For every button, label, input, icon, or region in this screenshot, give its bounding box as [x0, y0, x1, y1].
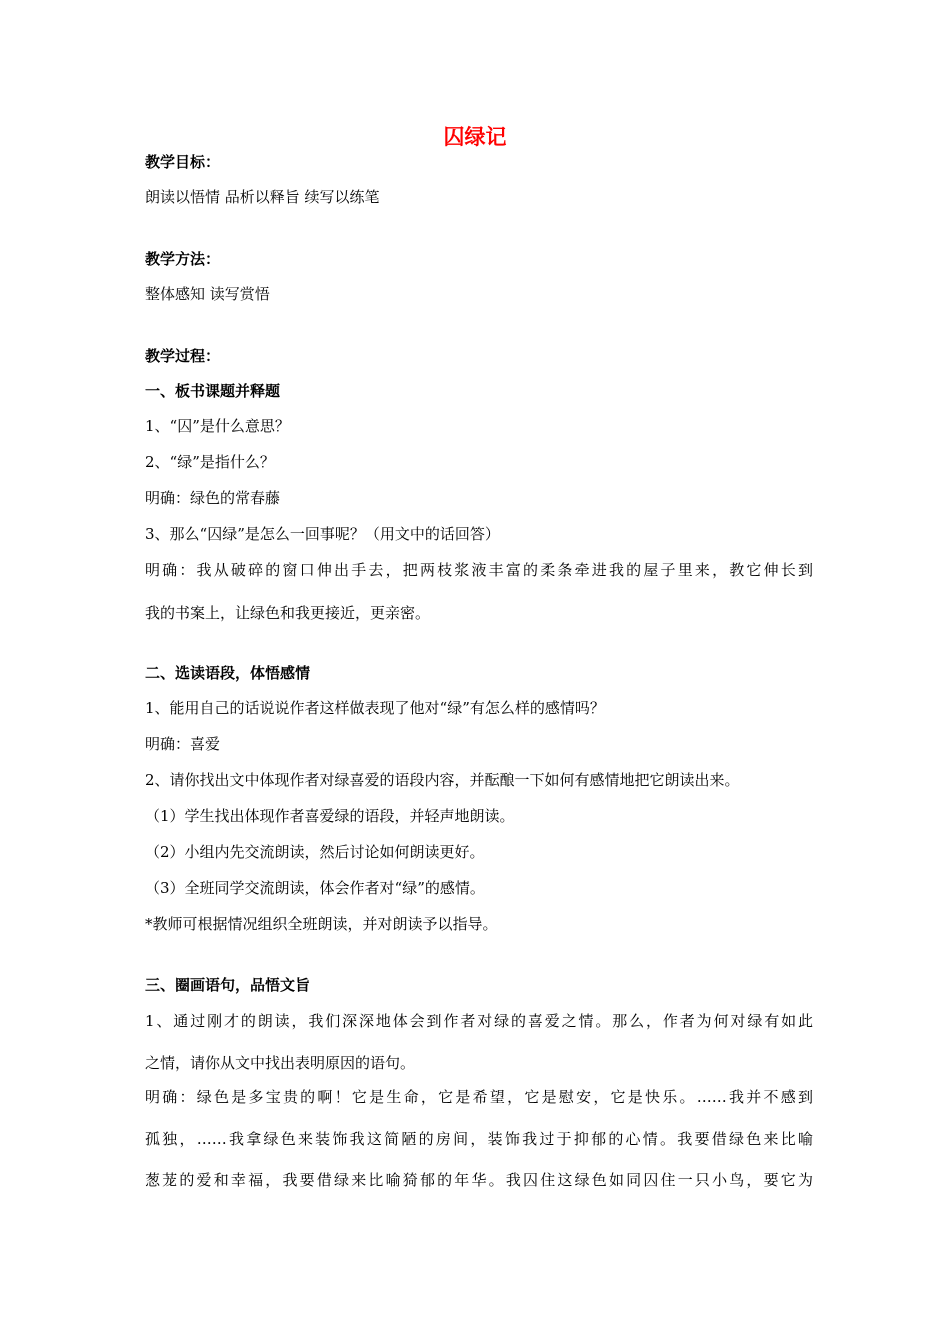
section2-line: （2）小组内先交流朗读，然后讨论如何朗读更好。	[145, 843, 485, 861]
section2-line: 1、能用自己的话说说作者这样做表现了他对“绿”有怎么样的感情吗？	[145, 699, 605, 717]
section1-line: 1、“囚”是什么意思？	[145, 417, 290, 435]
section2-line: （1）学生找出体现作者喜爱绿的语段，并轻声地朗读。	[145, 807, 515, 825]
section3-line: 葱茏的爱和幸福，我要借绿来比喻猗郁的年华。我囚住这绿色如同囚住一只小鸟，要它为	[145, 1171, 813, 1189]
section3-heading: 三、圈画语句，品悟文旨	[145, 976, 311, 994]
section1-line: 2、“绿”是指什么？	[145, 453, 275, 471]
section1-heading: 一、板书课题并释题	[145, 382, 281, 400]
section3-line: 孤独，……我拿绿色来装饰我这简陋的房间，装饰我过于抑郁的心情。我要借绿色来比喻	[145, 1130, 813, 1148]
section2-line: *教师可根据情况组织全班朗读，并对朗读予以指导。	[145, 915, 498, 933]
methods-heading: 教学方法：	[145, 250, 221, 268]
section1-line: 明确：我从破碎的窗口伸出手去，把两枝浆液丰富的柔条牵进我的屋子里来，教它伸长到	[145, 561, 813, 579]
process-heading: 教学过程：	[145, 347, 221, 365]
section1-line: 我的书案上，让绿色和我更接近，更亲密。	[145, 604, 431, 622]
section2-line: （3）全班同学交流朗读，体会作者对“绿”的感情。	[145, 879, 485, 897]
section1-line: 3、那么“囚绿”是怎么一回事呢？（用文中的话回答）	[145, 525, 500, 543]
section3-line: 1、通过刚才的朗读，我们深深地体会到作者对绿的喜爱之情。那么，作者为何对绿有如此	[145, 1012, 813, 1030]
document-title: 囚绿记	[443, 124, 507, 149]
section2-line: 明确：喜爱	[145, 735, 221, 753]
methods-text: 整体感知 读写赏悟	[145, 285, 270, 303]
section1-line: 明确：绿色的常春藤	[145, 489, 281, 507]
section2-heading: 二、选读语段，体悟感情	[145, 664, 311, 682]
goals-heading: 教学目标：	[145, 153, 221, 171]
section3-line: 明确：绿色是多宝贵的啊！它是生命，它是希望，它是慰安，它是快乐。……我并不感到	[145, 1088, 813, 1106]
section2-line: 2、请你找出文中体现作者对绿喜爱的语段内容，并酝酿一下如何有感情地把它朗读出来。	[145, 771, 740, 789]
section3-line: 之情，请你从文中找出表明原因的语句。	[145, 1054, 416, 1072]
goals-text: 朗读以悟情 品析以释旨 续写以练笔	[145, 188, 380, 206]
